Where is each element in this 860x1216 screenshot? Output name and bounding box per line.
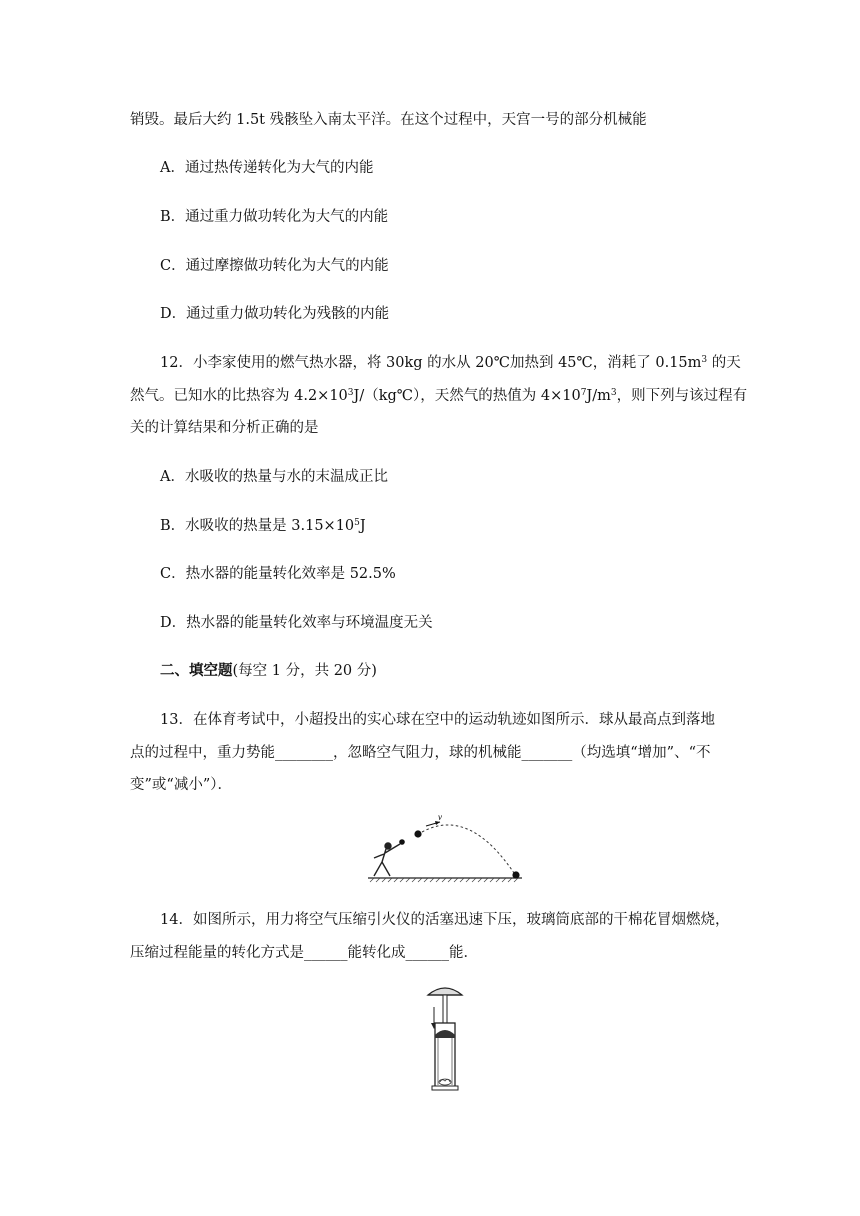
ball-release-icon	[399, 839, 405, 845]
fire-piston-figure	[420, 983, 470, 1093]
q13-line-3: 变”或“减小”）．	[130, 777, 232, 793]
cotton-icon	[439, 1079, 451, 1085]
ball-icon	[414, 830, 421, 837]
q13-line-1: 13．在体育考试中，小超投出的实心球在空中的运动轨迹如图所示．球从最高点到落地	[160, 712, 715, 728]
q12-line-2: 然气。已知水的比热容为 $4.2\times 10^3J/(kg℃)$，天然气的热值为 $4\times 10^7J/m^3$，则下列与该过程有	[130, 388, 748, 404]
q11-option-b: B．通过重力做功转化为大气的内能	[160, 209, 389, 225]
q14-line-1: 14．如图所示，用力将空气压缩引火仪的活塞迅速下压，玻璃筒底部的干棉花冒烟燃烧，	[160, 912, 730, 928]
q11-text-line: 销毁。最后大约 1.5t 残骸坠入南太平洋。在这个过程中，天宫一号的部分机械能	[130, 112, 647, 128]
trajectory-path	[422, 825, 516, 876]
q11-option-a: A．通过热传递转化为大气的内能	[160, 160, 374, 176]
shot-put-trajectory-figure	[360, 812, 530, 887]
q12-option-a: A．水吸收的热量与水的末温成正比	[160, 469, 388, 485]
q11-option-d: D．通过重力做功转化为残骸的内能	[160, 306, 390, 322]
ball-landed-icon	[512, 871, 519, 878]
q12-option-c: C．热水器的能量转化效率是 52.5%	[160, 566, 396, 582]
velocity-label: v	[438, 812, 442, 822]
athlete-icon	[374, 843, 400, 876]
q13-line-2: 点的过程中，重力势能________，忽略空气阻力，球的机械能_______（均选填“增加”、“不	[130, 745, 711, 761]
section-heading: 二、填空题(每空 1 分，共 20 分)	[160, 662, 377, 679]
q12-line-1: 12．小李家使用的燃气热水器，将 30kg 的水从 20℃加热到 45℃，消耗了 $0.15m^3$ 的天	[160, 355, 741, 371]
piston-handle-icon	[428, 988, 462, 995]
q12-option-b: B．水吸收的热量是 $3.15\times 10^5J$	[160, 518, 366, 534]
q12-line-3: 关的计算结果和分析正确的是	[130, 420, 319, 436]
q14-line-2: 压缩过程能量的转化方式是______能转化成______能．	[130, 945, 478, 961]
q11-option-c: C．通过摩擦做功转化为大气的内能	[160, 258, 389, 274]
q12-option-d: D．热水器的能量转化效率与环境温度无关	[160, 615, 433, 631]
